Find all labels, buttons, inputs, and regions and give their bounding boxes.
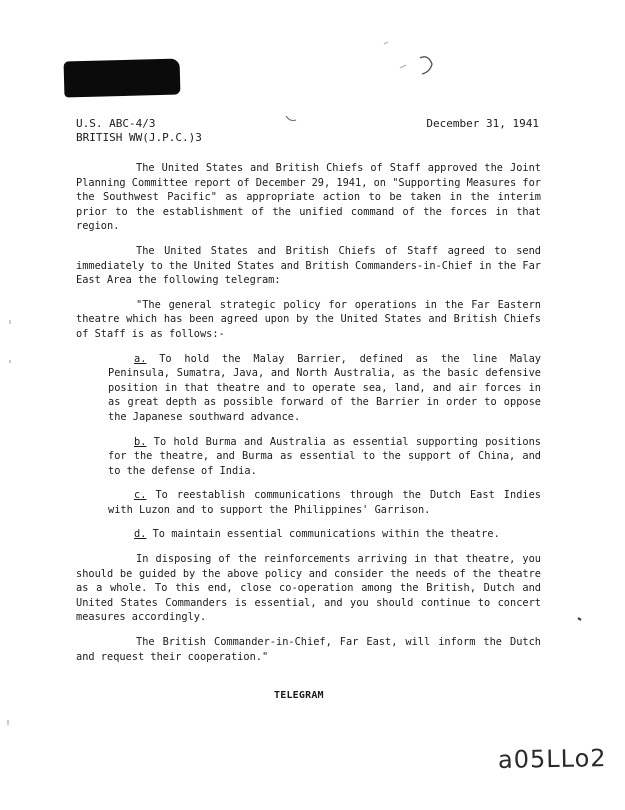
reference-line-2: BRITISH WW(J.P.C.)3 bbox=[76, 131, 202, 144]
reference-line-1: U.S. ABC-4/3 bbox=[76, 117, 156, 130]
paragraph-inform-dutch: The British Commander-in-Chief, Far East, will inform the Dutch and request their cooperation." bbox=[76, 636, 541, 663]
stray-mark-center bbox=[286, 116, 296, 121]
document-date: December 31, 1941 bbox=[426, 117, 539, 130]
item-text-b: To hold Burma and Australia as essential supporting positions for the theatre, and Burma as essential to the support of China, and to the defense of India. bbox=[108, 435, 542, 477]
footer-label: TELEGRAM bbox=[274, 690, 324, 701]
paragraph-reinforcements: In disposing of the reinforcements arriving in that theatre, you should be guided by the above policy and consider the needs of the theatre as a whole. To this end, close co-operation among the British, Dutch and United States Commanders is essential, and you should continue to concert measures accordingly. bbox=[76, 553, 541, 624]
item-text-d: To maintain essential communications within the theatre. bbox=[152, 528, 500, 541]
item-letter-d: d. bbox=[134, 528, 147, 541]
paragraph-telegram-intro: The United States and British Chiefs of Staff agreed to send immediately to the United States and British Commanders-in-Chief in the Far East Area the following telegram: bbox=[76, 244, 541, 287]
stray-mark-top bbox=[420, 57, 432, 74]
policy-item-b bbox=[108, 435, 541, 479]
item-letter-a: a. bbox=[134, 352, 147, 365]
stray-mark-right bbox=[578, 618, 581, 620]
paragraph-policy-intro: "The general strategic policy for operations in the Far Eastern theatre which has been agreed upon by the United States and British Chiefs of Staff is as follows:- bbox=[76, 298, 541, 340]
policy-item-a bbox=[108, 352, 541, 425]
margin-speck-left bbox=[8, 320, 10, 725]
paragraph-approval: The United States and British Chiefs of Staff approved the Joint Planning Committee report of December 29, 1941, on "Supporting Measures for the Southwest Pacific" as appropriate action to be taken in the interim prior to the establishment of the unified command of the forces in that region. bbox=[76, 162, 541, 233]
stray-mark-top-faint bbox=[384, 42, 406, 68]
item-letter-c: c. bbox=[134, 489, 147, 502]
item-text-c: To reestablish communications through the Dutch East Indies with Luzon and to support the Philippines' Garrison. bbox=[108, 489, 541, 516]
document-body bbox=[76, 161, 541, 674]
item-letter-b: b. bbox=[134, 435, 147, 448]
policy-item-c bbox=[108, 488, 541, 517]
handwritten-document-number: a05LLo2 bbox=[497, 744, 607, 774]
policy-item-d bbox=[108, 527, 541, 542]
item-text-a: To hold the Malay Barrier, defined as the line Malay Peninsula, Sumatra, Java, and North Australia, as the basic defensive position in that theatre and to operate sea, land, and air forces in as great depth as possible forward of the Barrier in order to oppose the Japanese southward advance. bbox=[108, 352, 541, 423]
